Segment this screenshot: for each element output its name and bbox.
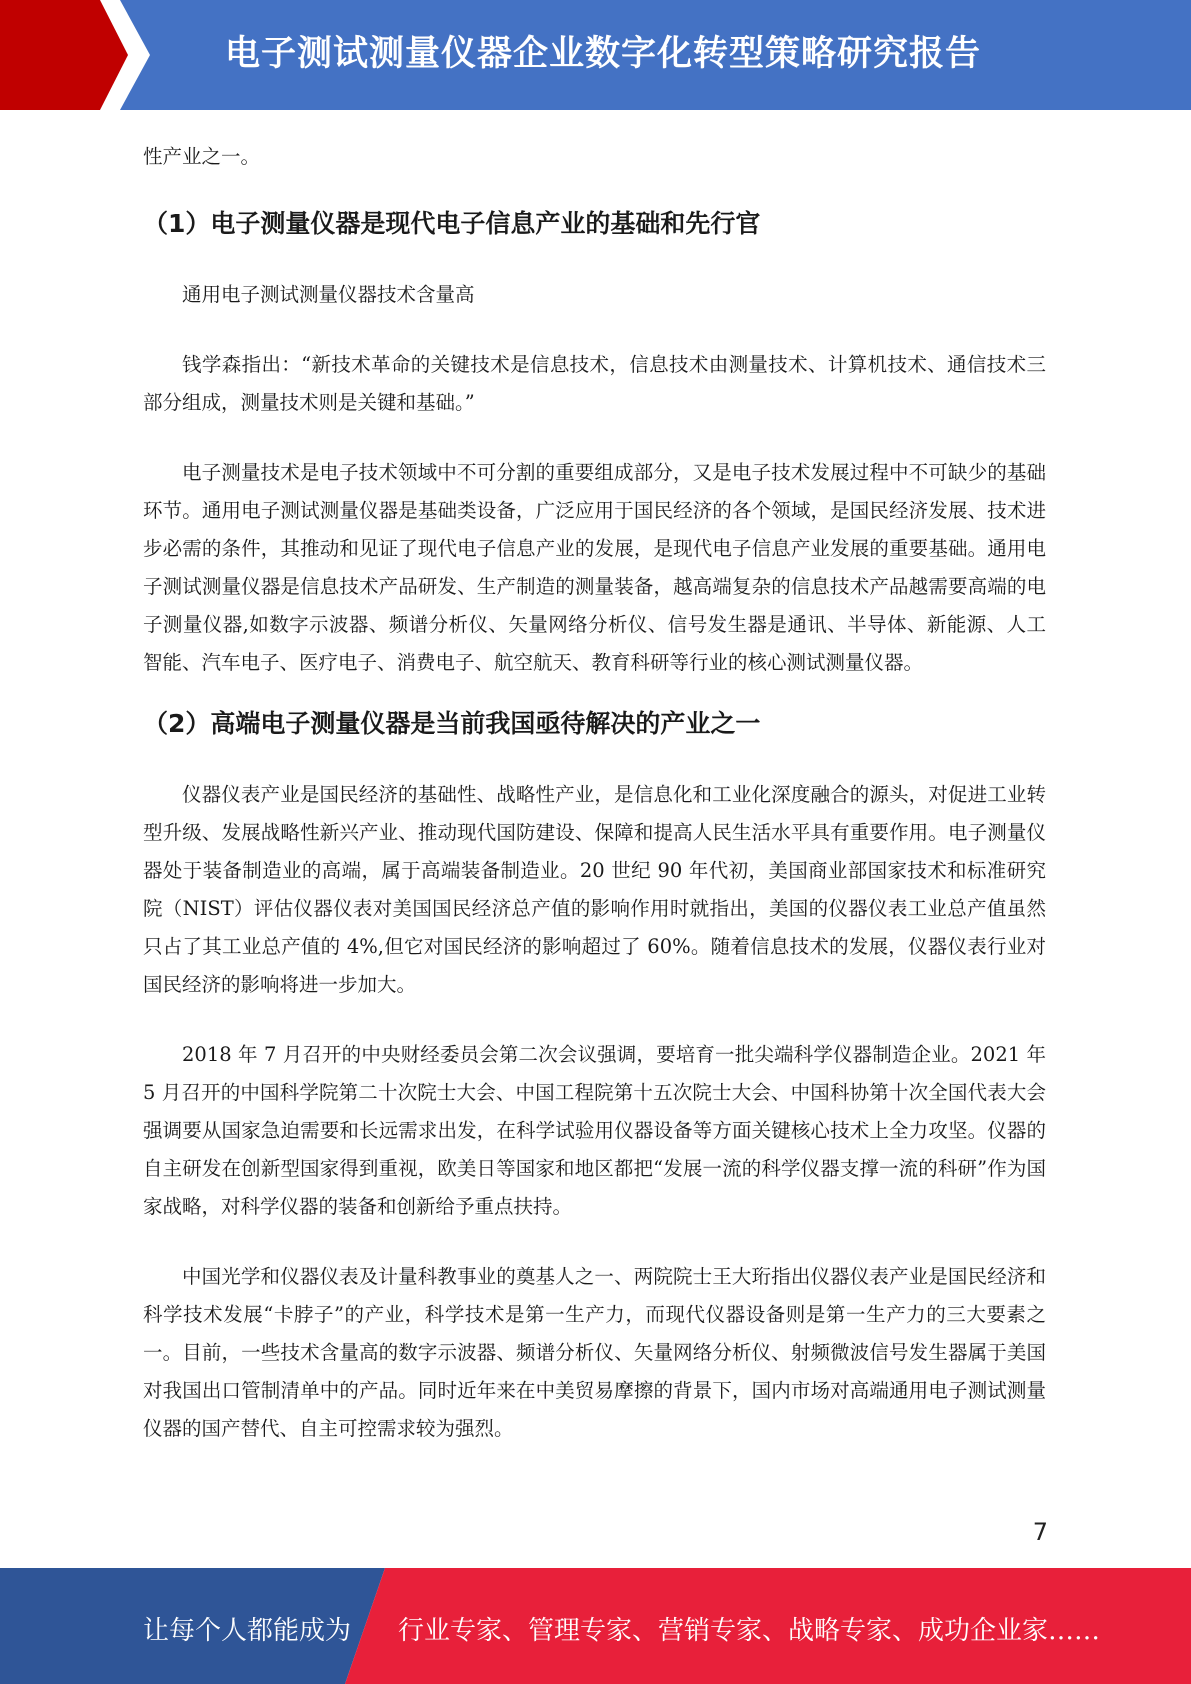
paragraph-quote: 钱学森指出：“新技术革命的关键技术是信息技术，信息技术由测量技术、计算机技术、通信技术三部分组成，测量技术则是关键和基础。” xyxy=(143,353,1046,414)
page-number: 7 xyxy=(1032,1518,1048,1546)
footer-banner xyxy=(0,1568,1191,1684)
footer-slogan-right: 行业专家、管理专家、营销专家、战略专家、成功企业家…… xyxy=(398,1616,1101,1646)
section-heading-2: （2）高端电子测量仪器是当前我国亟待解决的产业之一 xyxy=(143,709,761,738)
paragraph-2018-meeting: 2018 年 7 月召开的中央财经委员会第二次会议强调，要培育一批尖端科学仪器制造企业。2021 年 5 月召开的中国科学院第二十次院士大会、中国工程院第十五次院士大会、中国科协第十次全国代表大会强调要从国家急迫需要和长远需求出发，在科学试验用仪器设备等方面关键核心技术上全力攻坚。仪器的自主研发在创新型国家得到重视，欧美日等国家和地区都把“发展一流的科学仪器支撑一流的科研”作为国家战略，对科学仪器的装备和创新给予重点扶持。 xyxy=(143,1043,1046,1218)
paragraph-continued: 性产业之一。 xyxy=(143,145,261,168)
section-heading-1: （1）电子测量仪器是现代电子信息产业的基础和先行官 xyxy=(143,209,761,238)
header-title: 电子测试测量仪器企业数字化转型策略研究报告 xyxy=(225,34,982,74)
paragraph-subtitle: 通用电子测试测量仪器技术含量高 xyxy=(182,283,475,306)
paragraph-electronic-measurement: 电子测量技术是电子技术领域中不可分割的重要组成部分，又是电子技术发展过程中不可缺少的基础环节。通用电子测试测量仪器是基础类设备，广泛应用于国民经济的各个领域，是国民经济发展、技术进步必需的条件，其推动和见证了现代电子信息产业的发展，是现代电子信息产业发展的重要基础。通用电子测试测量仪器是信息技术产品研发、生产制造的测量装备，越高端复杂的信息技术产品越需要高端的电子测量仪器,如数字示波器、频谱分析仪、矢量网络分析仪、信号发生器是通讯、半导体、新能源、人工智能、汽车电子、医疗电子、消费电子、航空航天、教育科研等行业的核心测试测量仪器。 xyxy=(143,461,1046,674)
paragraph-instrument-industry: 仪器仪表产业是国民经济的基础性、战略性产业，是信息化和工业化深度融合的源头，对促进工业转型升级、发展战略性新兴产业、推动现代国防建设、保障和提高人民生活水平具有重要作用。电子测量仪器处于装备制造业的高端，属于高端装备制造业。20 世纪 90 年代初，美国商业部国家技术和标准研究院（NIST）评估仪器仪表对美国国民经济总产值的影响作用时就指出，美国的仪器仪表工业总产值虽然只占了其工业总产值的 4%,但它对国民经济的影响超过了 60%。随着信息技术的发展，仪器仪表行业对国民经济的影响将进一步加大。 xyxy=(143,783,1046,996)
header-banner xyxy=(0,0,1191,110)
paragraph-wang-dahang: 中国光学和仪器仪表及计量科教事业的奠基人之一、两院院士王大珩指出仪器仪表产业是国民经济和科学技术发展“卡脖子”的产业，科学技术是第一生产力，而现代仪器设备则是第一生产力的三大要素之一。目前，一些技术含量高的数字示波器、频谱分析仪、矢量网络分析仪、射频微波信号发生器属于美国对我国出口管制清单中的产品。同时近年来在中美贸易摩擦的背景下，国内市场对高端通用电子测试测量仪器的国产替代、自主可控需求较为强烈。 xyxy=(143,1265,1046,1440)
footer-slogan-left: 让每个人都能成为 xyxy=(143,1616,352,1646)
main-content xyxy=(143,138,1046,1448)
